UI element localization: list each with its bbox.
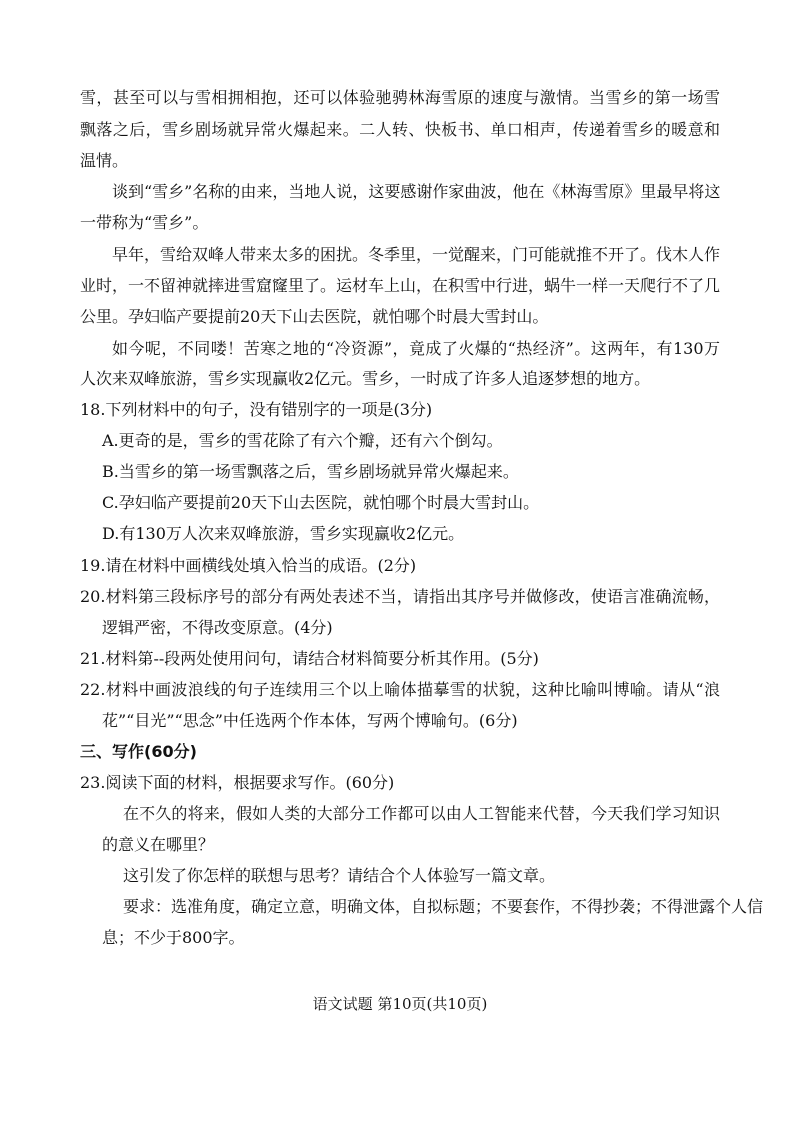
q18-stem: 18.下列材料中的句子，没有错别字的一项是(3分) (80, 400, 433, 419)
page-footer: 语文试题 第10页(共10页) (312, 995, 488, 1013)
q23-stem: 23.阅读下面的材料，根据要求写作。(60分) (80, 773, 395, 792)
passage-p1-line1: 雪，甚至可以与雪相拥相抱，还可以体验驰骋林海雪原的速度与激情。当雪乡的第一场雪 (80, 88, 720, 107)
passage-p3-line1: 早年，雪给双峰人带来太多的困扰。冬季里，一觉醒来，门可能就推不开了。伐木人作 (112, 245, 721, 264)
q23-material-line1: 在不久的将来，假如人类的大部分工作都可以由人工智能来代替，今天我们学习知识 (123, 804, 720, 823)
q19: 19.请在材料中画横线处填入恰当的成语。(2分) (80, 556, 417, 575)
q20-line2: 逻辑严密，不得改变原意。(4分) (102, 618, 333, 637)
passage-p3-line3: 公里。孕妇临产要提前20天下山去医院，就怕哪个时晨大雪封山。 (80, 307, 549, 326)
q23-prompt: 这引发了你怎样的联想与思考？请结合个人体验写一篇文章。 (123, 866, 556, 885)
q23-requirements-line1: 要求：选准角度，确定立意，明确文体，自拟标题；不要套作，不得抄袭；不得泄露个人信 (123, 897, 764, 916)
q18-option-b: B.当雪乡的第一场雪飘落之后，雪乡剧场就异常火爆起来。 (102, 462, 519, 481)
q21: 21.材料第--段两处使用问句，请结合材料简要分析其作用。(5分) (80, 649, 539, 668)
q22-line2: 花”“目光”“思念”中任选两个作本体，写两个博喻句。(6分) (102, 711, 518, 730)
passage-p1-line3: 温情。 (80, 151, 129, 170)
passage-p4-line1: 如今呢，不同喽！苦寒之地的“冷资源”，竟成了火爆的“热经济”。这两年，有130万 (112, 339, 720, 358)
q18-option-a: A.更奇的是，雪乡的雪花除了有六个瓣，还有六个倒勾。 (102, 431, 503, 450)
passage-p1-line2: 飘落之后，雪乡剧场就异常火爆起来。二人转、快板书、单口相声，传递着雪乡的暖意和 (80, 120, 720, 139)
q23-requirements-line2: 息；不少于800字。 (102, 928, 245, 947)
q23-material-line2: 的意义在哪里？ (102, 835, 215, 854)
q20-line1: 20.材料第三段标序号的部分有两处表述不当，请指出其序号并做修改，使语言准确流畅， (80, 587, 720, 606)
passage-p2-line2: 一带称为“雪乡”。 (80, 213, 209, 232)
q22-line1: 22.材料中画波浪线的句子连续用三个以上喻体描摹雪的状貌，这种比喻叫博喻。请从“浪 (80, 680, 720, 699)
passage-p4-line2: 人次来双峰旅游，雪乡实现赢收2亿元。雪乡，一时成了许多人追逐梦想的地方。 (80, 369, 651, 388)
q18-option-d: D.有130万人次来双峰旅游，雪乡实现赢收2亿元。 (102, 524, 465, 543)
passage-p2-line1: 谈到“雪乡”名称的由来，当地人说，这要感谢作家曲波，他在《林海雪原》里最早将这 (112, 182, 721, 201)
q18-option-c: C.孕妇临产要提前20天下山去医院，就怕哪个时晨大雪封山。 (102, 493, 540, 512)
section-writing-heading: 三、写作(60分) (80, 742, 197, 761)
passage-p3-line2: 业时，一不留神就摔进雪窟窿里了。运材车上山，在积雪中行进，蜗牛一样一天爬行不了几 (80, 276, 721, 295)
